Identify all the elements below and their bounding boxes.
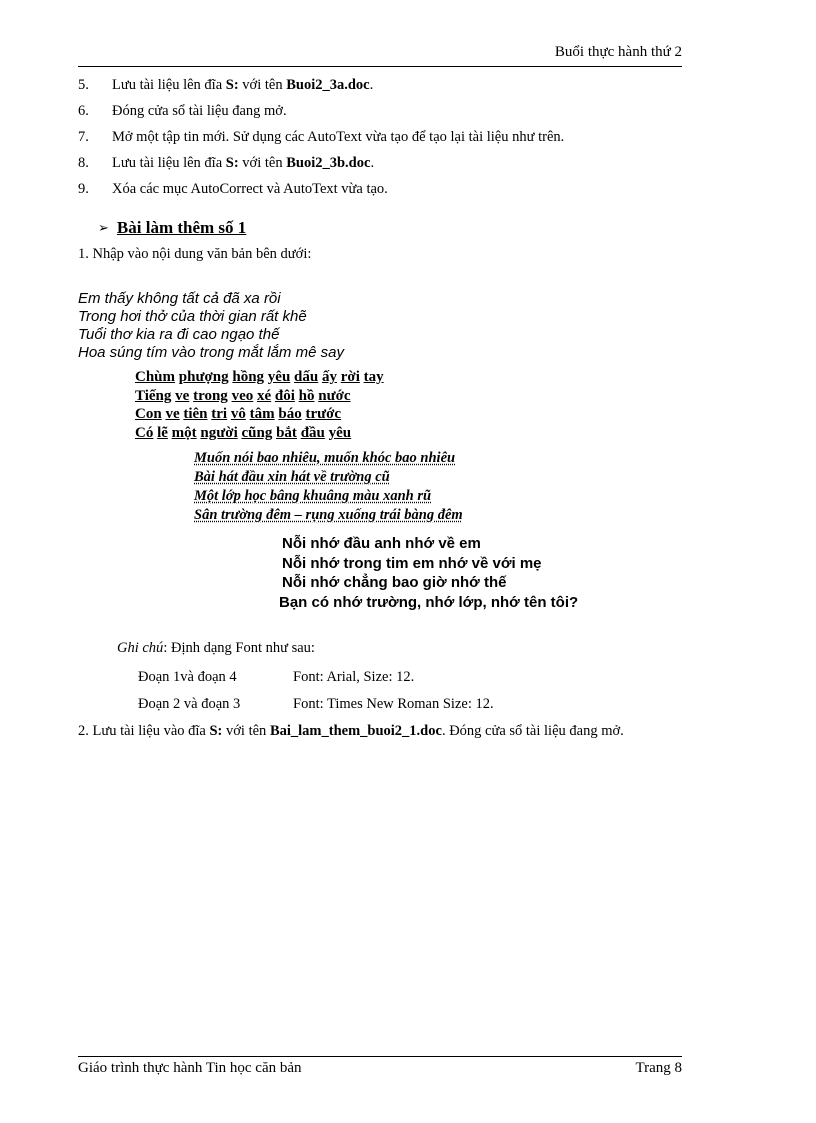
step-text: Lưu tài liệu lên đĩa S: với tên Buoi2_3b.doc. (112, 155, 375, 171)
task-1-instruction: 1. Nhập vào nội dung văn bản bên dưới: (78, 246, 312, 262)
poem-line: Nỗi nhớ chẳng bao giờ nhớ thế (282, 574, 507, 591)
list-item (78, 102, 564, 128)
poem-line: Tiếng ve trong veo xé đôi hồ nước (135, 387, 351, 404)
step-number: 9. (78, 181, 89, 197)
header-divider (78, 66, 682, 67)
poem-stanza-2 (135, 368, 384, 442)
poem-line: Nỗi nhớ đầu anh nhớ về em (282, 535, 481, 552)
poem-line: Trong hơi thở của thời gian rất khẽ (78, 308, 307, 325)
arrow-bullet-icon: ➢ (98, 220, 109, 236)
step-number: 7. (78, 129, 89, 145)
step-text: Mở một tập tin mới. Sử dụng các AutoText vừa tạo để tạo lại tài liệu như trên. (112, 129, 565, 145)
page-header-title: Buổi thực hành thứ 2 (554, 44, 682, 60)
section-title: Bài làm thêm số 1 (116, 218, 247, 237)
poem-stanza-4 (279, 534, 579, 612)
section-heading (98, 218, 246, 238)
list-item (78, 128, 564, 154)
poem-line: Em thấy không tất cả đã xa rồi (78, 290, 281, 307)
list-item (78, 76, 564, 102)
step-number: 8. (78, 155, 89, 171)
font-spec-label: Đoạn 1và đoạn 4 (138, 669, 237, 685)
poem-line: Tuổi thơ kia ra đi cao ngạo thế (78, 326, 280, 343)
step-number: 5. (78, 77, 89, 93)
footer-book-title: Giáo trình thực hành Tin học căn bản (78, 1060, 302, 1076)
poem-line: Con ve tiên tri vô tâm báo trước (135, 406, 342, 422)
list-item (78, 154, 564, 180)
font-spec-label: Đoạn 2 và đoạn 3 (138, 696, 241, 712)
note-text: : Định dạng Font như sau: (163, 640, 315, 656)
step-list (78, 76, 564, 206)
poem-line: Chùm phượng hồng yêu dấu ấy rời tay (135, 369, 384, 385)
poem-line: Bài hát đầu xin hát về trường cũ (194, 469, 390, 485)
step-text: Xóa các mục AutoCorrect và AutoText vừa tạo. (112, 181, 388, 197)
format-note (117, 640, 315, 657)
step-text: Đóng cửa sổ tài liệu đang mở. (112, 103, 287, 119)
poem-line: Muốn nói bao nhiêu, muốn khóc bao nhiêu (194, 450, 456, 466)
page-number: Trang 8 (635, 1060, 682, 1076)
step-number: 6. (78, 103, 89, 119)
poem-line: Hoa súng tím vào trong mắt lắm mê say (78, 344, 344, 361)
poem-line: Bạn có nhớ trường, nhớ lớp, nhớ tên tôi? (279, 593, 579, 611)
font-spec-value: Font: Times New Roman Size: 12. (293, 696, 494, 712)
poem-line: Có lẽ một người cũng bắt đầu yêu (135, 424, 352, 441)
task-2-instruction: 2. Lưu tài liệu vào đĩa S: với tên Bai_lam_them_buoi2_1.doc. Đóng cửa sổ tài liệu đang mở. (78, 723, 624, 739)
poem-line: Sân trường đêm – rụng xuống trái bàng đêm (194, 507, 463, 523)
font-spec-value: Font: Arial, Size: 12. (293, 669, 415, 685)
step-text: Lưu tài liệu lên đĩa S: với tên Buoi2_3a.doc. (112, 77, 374, 93)
poem-line: Nỗi nhớ trong tim em nhớ về với mẹ (282, 554, 542, 572)
poem-stanza-1 (78, 290, 344, 362)
poem-line: Một lớp học bâng khuâng màu xanh rũ (194, 488, 432, 504)
footer-divider (78, 1056, 682, 1057)
poem-stanza-3 (194, 449, 463, 525)
note-label: Ghi chú (117, 640, 164, 656)
list-item (78, 180, 564, 206)
